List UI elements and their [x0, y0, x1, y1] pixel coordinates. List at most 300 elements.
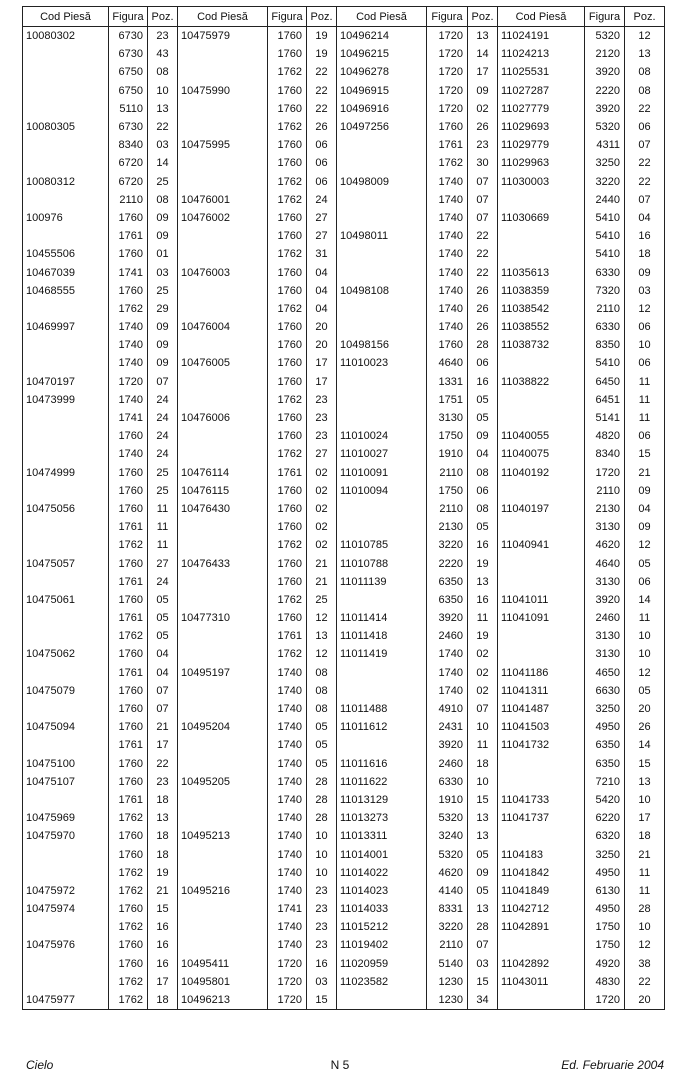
figura-cell: 3920	[585, 63, 625, 81]
cod-piesa-cell	[23, 136, 109, 154]
figura-cell: 1760	[268, 518, 307, 536]
figura-cell: 1761	[109, 736, 148, 754]
poz-cell: 31	[307, 245, 337, 263]
table-row	[23, 427, 665, 445]
figura-cell: 1230	[427, 991, 468, 1010]
poz-cell: 13	[468, 827, 498, 845]
figura-cell: 1760	[109, 245, 148, 263]
cod-piesa-cell: 10475990	[178, 82, 268, 100]
poz-cell: 12	[625, 27, 665, 46]
figura-cell: 1760	[109, 500, 148, 518]
figura-cell: 1762	[268, 173, 307, 191]
figura-cell: 1740	[268, 882, 307, 900]
poz-cell: 12	[625, 300, 665, 318]
cod-piesa-cell: 11014023	[337, 882, 427, 900]
poz-cell: 19	[468, 627, 498, 645]
cod-piesa-cell	[23, 609, 109, 627]
cod-piesa-cell: 10498011	[337, 227, 427, 245]
poz-cell: 18	[148, 845, 178, 863]
poz-cell: 11	[468, 609, 498, 627]
cod-piesa-cell	[23, 700, 109, 718]
poz-cell: 02	[307, 464, 337, 482]
figura-cell: 1720	[427, 27, 468, 46]
poz-cell: 07	[148, 682, 178, 700]
figura-cell: 3220	[427, 918, 468, 936]
cod-piesa-cell: 11029963	[498, 154, 585, 172]
header-figura: Figura	[109, 7, 148, 27]
figura-cell: 4640	[427, 354, 468, 372]
poz-cell: 26	[468, 118, 498, 136]
poz-cell: 11	[148, 518, 178, 536]
figura-cell: 1762	[268, 191, 307, 209]
cod-piesa-cell	[337, 154, 427, 172]
poz-cell: 02	[468, 645, 498, 663]
cod-piesa-cell: 11014033	[337, 900, 427, 918]
cod-piesa-cell: 11041503	[498, 718, 585, 736]
figura-cell: 1720	[427, 100, 468, 118]
poz-cell: 23	[468, 136, 498, 154]
cod-piesa-cell: 11011418	[337, 627, 427, 645]
figura-cell: 1750	[585, 936, 625, 954]
figura-cell: 1760	[268, 45, 307, 63]
cod-piesa-cell: 11040075	[498, 445, 585, 463]
cod-piesa-cell: 11041732	[498, 736, 585, 754]
poz-cell: 22	[148, 118, 178, 136]
table-row	[23, 627, 665, 645]
figura-cell: 4910	[427, 700, 468, 718]
cod-piesa-cell	[337, 300, 427, 318]
poz-cell: 09	[148, 318, 178, 336]
poz-cell: 13	[148, 809, 178, 827]
poz-cell: 19	[307, 27, 337, 46]
figura-cell: 2110	[585, 300, 625, 318]
figura-cell: 1750	[427, 482, 468, 500]
table-row	[23, 445, 665, 463]
cod-piesa-cell: 10496916	[337, 100, 427, 118]
cod-piesa-cell	[337, 263, 427, 281]
table-row	[23, 609, 665, 627]
header-poz: Poz.	[468, 7, 498, 27]
cod-piesa-cell	[178, 45, 268, 63]
figura-cell: 1760	[268, 100, 307, 118]
poz-cell: 09	[148, 209, 178, 227]
figura-cell: 1760	[109, 464, 148, 482]
figura-cell: 1750	[427, 427, 468, 445]
figura-cell: 1760	[109, 773, 148, 791]
cod-piesa-cell: 10497256	[337, 118, 427, 136]
poz-cell: 04	[468, 445, 498, 463]
poz-cell: 23	[307, 900, 337, 918]
cod-piesa-cell: 10496214	[337, 27, 427, 46]
poz-cell: 09	[625, 518, 665, 536]
poz-cell: 26	[468, 318, 498, 336]
table-row	[23, 900, 665, 918]
poz-cell: 02	[307, 518, 337, 536]
poz-cell: 09	[625, 482, 665, 500]
figura-cell: 1760	[268, 154, 307, 172]
figura-cell: 1760	[268, 336, 307, 354]
figura-cell: 5140	[427, 955, 468, 973]
poz-cell: 13	[468, 900, 498, 918]
poz-cell: 23	[307, 409, 337, 427]
cod-piesa-cell	[498, 991, 585, 1010]
figura-cell: 1740	[109, 336, 148, 354]
figura-cell: 3130	[585, 627, 625, 645]
cod-piesa-cell	[337, 591, 427, 609]
poz-cell: 09	[468, 427, 498, 445]
figura-cell: 1740	[268, 936, 307, 954]
cod-piesa-cell	[498, 554, 585, 572]
cod-piesa-cell: 11024213	[498, 45, 585, 63]
table-row	[23, 736, 665, 754]
footer-edition: Ed. Februarie 2004	[561, 1058, 664, 1072]
figura-cell: 1762	[268, 391, 307, 409]
figura-cell: 2120	[585, 45, 625, 63]
cod-piesa-cell: 10455506	[23, 245, 109, 263]
poz-cell: 16	[148, 936, 178, 954]
cod-piesa-cell	[178, 100, 268, 118]
poz-cell: 22	[468, 245, 498, 263]
poz-cell: 25	[148, 482, 178, 500]
table-row	[23, 591, 665, 609]
figura-cell: 5410	[585, 245, 625, 263]
figura-cell: 1760	[109, 482, 148, 500]
header-cod-piesa: Cod Piesă	[23, 7, 109, 27]
poz-cell: 26	[468, 300, 498, 318]
poz-cell: 19	[307, 45, 337, 63]
figura-cell: 1760	[109, 827, 148, 845]
table-row	[23, 100, 665, 118]
figura-cell: 1760	[427, 118, 468, 136]
figura-cell: 6750	[109, 82, 148, 100]
cod-piesa-cell: 10495205	[178, 773, 268, 791]
poz-cell: 13	[625, 773, 665, 791]
poz-cell: 20	[307, 318, 337, 336]
poz-cell: 22	[625, 100, 665, 118]
header-cod-piesa: Cod Piesă	[337, 7, 427, 27]
poz-cell: 27	[148, 554, 178, 572]
poz-cell: 08	[307, 664, 337, 682]
poz-cell: 03	[625, 282, 665, 300]
cod-piesa-cell: 11010024	[337, 427, 427, 445]
poz-cell: 24	[148, 427, 178, 445]
figura-cell: 3920	[427, 609, 468, 627]
cod-piesa-cell: 10080302	[23, 27, 109, 46]
poz-cell: 07	[468, 209, 498, 227]
poz-cell: 10	[625, 645, 665, 663]
cod-piesa-cell	[23, 336, 109, 354]
cod-piesa-cell	[337, 136, 427, 154]
figura-cell: 2220	[427, 554, 468, 572]
poz-cell: 10	[625, 791, 665, 809]
cod-piesa-cell: 10475970	[23, 827, 109, 845]
table-row	[23, 282, 665, 300]
footer-page-number: N 5	[330, 1058, 350, 1072]
poz-cell: 22	[625, 973, 665, 991]
table-row	[23, 773, 665, 791]
cod-piesa-cell: 1104183	[498, 845, 585, 863]
cod-piesa-cell	[23, 536, 109, 554]
cod-piesa-cell	[23, 482, 109, 500]
cod-piesa-cell: 11011616	[337, 755, 427, 773]
figura-cell: 1762	[427, 154, 468, 172]
figura-cell: 8340	[109, 136, 148, 154]
cod-piesa-cell	[178, 645, 268, 663]
cod-piesa-cell	[337, 245, 427, 263]
poz-cell: 05	[625, 554, 665, 572]
poz-cell: 09	[148, 336, 178, 354]
figura-cell: 7320	[585, 282, 625, 300]
figura-cell: 1740	[268, 736, 307, 754]
poz-cell: 11	[148, 500, 178, 518]
poz-cell: 09	[148, 227, 178, 245]
table-row	[23, 191, 665, 209]
figura-cell: 1760	[268, 554, 307, 572]
cod-piesa-cell	[337, 682, 427, 700]
figura-cell: 1910	[427, 445, 468, 463]
figura-cell: 1760	[109, 900, 148, 918]
cod-piesa-cell: 11041842	[498, 864, 585, 882]
figura-cell: 1760	[268, 482, 307, 500]
figura-cell: 4620	[427, 864, 468, 882]
table-row	[23, 63, 665, 81]
figura-cell: 3220	[585, 173, 625, 191]
poz-cell: 22	[625, 154, 665, 172]
table-row	[23, 154, 665, 172]
poz-cell: 34	[468, 991, 498, 1010]
poz-cell: 18	[625, 245, 665, 263]
figura-cell: 3920	[427, 736, 468, 754]
figura-cell: 3130	[585, 518, 625, 536]
cod-piesa-cell	[498, 191, 585, 209]
poz-cell: 23	[307, 936, 337, 954]
cod-piesa-cell: 100976	[23, 209, 109, 227]
cod-piesa-cell	[23, 191, 109, 209]
figura-cell: 2460	[585, 609, 625, 627]
table-row	[23, 991, 665, 1010]
figura-cell: 1740	[268, 700, 307, 718]
poz-cell: 02	[468, 682, 498, 700]
poz-cell: 04	[625, 500, 665, 518]
cod-piesa-cell: 11042892	[498, 955, 585, 973]
figura-cell: 4950	[585, 864, 625, 882]
poz-cell: 25	[307, 591, 337, 609]
figura-cell: 1761	[427, 136, 468, 154]
header-row	[23, 7, 665, 27]
figura-cell: 1741	[109, 263, 148, 281]
cod-piesa-cell	[337, 736, 427, 754]
figura-cell: 1740	[427, 209, 468, 227]
cod-piesa-cell: 10475976	[23, 936, 109, 954]
figura-cell: 1720	[427, 82, 468, 100]
cod-piesa-cell: 10498009	[337, 173, 427, 191]
footer-brand: Cielo	[26, 1058, 54, 1072]
poz-cell: 38	[625, 955, 665, 973]
cod-piesa-cell: 11041311	[498, 682, 585, 700]
table-row	[23, 755, 665, 773]
cod-piesa-cell: 10475972	[23, 882, 109, 900]
figura-cell: 3130	[427, 409, 468, 427]
figura-cell: 1720	[268, 991, 307, 1010]
cod-piesa-cell: 10476003	[178, 263, 268, 281]
table-row	[23, 718, 665, 736]
figura-cell: 3920	[585, 591, 625, 609]
table-row	[23, 373, 665, 391]
poz-cell: 04	[148, 645, 178, 663]
cod-piesa-cell: 10474999	[23, 464, 109, 482]
cod-piesa-cell: 11010027	[337, 445, 427, 463]
poz-cell: 16	[468, 536, 498, 554]
figura-cell: 6350	[585, 755, 625, 773]
cod-piesa-cell	[23, 864, 109, 882]
cod-piesa-cell: 11013311	[337, 827, 427, 845]
poz-cell: 06	[307, 154, 337, 172]
cod-piesa-cell	[178, 573, 268, 591]
poz-cell: 27	[307, 227, 337, 245]
figura-cell: 1760	[268, 209, 307, 227]
poz-cell: 21	[625, 464, 665, 482]
table-row	[23, 882, 665, 900]
poz-cell: 06	[307, 173, 337, 191]
figura-cell: 1760	[109, 955, 148, 973]
figura-cell: 1760	[268, 354, 307, 372]
poz-cell: 10	[625, 627, 665, 645]
figura-cell: 4820	[585, 427, 625, 445]
cod-piesa-cell	[498, 645, 585, 663]
poz-cell: 08	[625, 63, 665, 81]
poz-cell: 11	[625, 391, 665, 409]
cod-piesa-cell	[178, 627, 268, 645]
cod-piesa-cell: 11030003	[498, 173, 585, 191]
figura-cell: 1740	[268, 864, 307, 882]
poz-cell: 04	[148, 664, 178, 682]
figura-cell: 4920	[585, 955, 625, 973]
poz-cell: 04	[307, 263, 337, 281]
poz-cell: 04	[307, 300, 337, 318]
figura-cell: 6220	[585, 809, 625, 827]
poz-cell: 23	[307, 918, 337, 936]
header-figura: Figura	[427, 7, 468, 27]
cod-piesa-cell	[23, 518, 109, 536]
cod-piesa-cell: 11038552	[498, 318, 585, 336]
table-row	[23, 864, 665, 882]
cod-piesa-cell: 11041091	[498, 609, 585, 627]
table-row	[23, 809, 665, 827]
cod-piesa-cell	[178, 591, 268, 609]
poz-cell: 08	[468, 500, 498, 518]
cod-piesa-cell: 11038542	[498, 300, 585, 318]
figura-cell: 1740	[427, 227, 468, 245]
poz-cell: 12	[307, 645, 337, 663]
cod-piesa-cell: 10475979	[178, 27, 268, 46]
poz-cell: 04	[307, 282, 337, 300]
table-row	[23, 227, 665, 245]
cod-piesa-cell: 11041733	[498, 791, 585, 809]
cod-piesa-cell: 11041487	[498, 700, 585, 718]
cod-piesa-cell	[178, 700, 268, 718]
parts-table	[22, 6, 665, 1010]
cod-piesa-cell	[498, 755, 585, 773]
figura-cell: 1760	[268, 136, 307, 154]
figura-cell: 1762	[109, 918, 148, 936]
poz-cell: 06	[625, 118, 665, 136]
poz-cell: 13	[625, 45, 665, 63]
table-row	[23, 936, 665, 954]
cod-piesa-cell: 11015212	[337, 918, 427, 936]
cod-piesa-cell	[498, 827, 585, 845]
poz-cell: 06	[307, 136, 337, 154]
figura-cell: 3240	[427, 827, 468, 845]
cod-piesa-cell: 10476001	[178, 191, 268, 209]
cod-piesa-cell: 10473999	[23, 391, 109, 409]
figura-cell: 1762	[109, 809, 148, 827]
cod-piesa-cell	[178, 336, 268, 354]
figura-cell: 4620	[585, 536, 625, 554]
poz-cell: 18	[148, 791, 178, 809]
cod-piesa-cell: 10475062	[23, 645, 109, 663]
figura-cell: 1740	[268, 718, 307, 736]
cod-piesa-cell: 11040941	[498, 536, 585, 554]
cod-piesa-cell	[178, 809, 268, 827]
figura-cell: 5320	[427, 845, 468, 863]
figura-cell: 2431	[427, 718, 468, 736]
cod-piesa-cell: 11040197	[498, 500, 585, 518]
table-row	[23, 391, 665, 409]
figura-cell: 1720	[427, 45, 468, 63]
cod-piesa-cell: 11023582	[337, 973, 427, 991]
figura-cell: 1761	[109, 227, 148, 245]
cod-piesa-cell	[178, 373, 268, 391]
table-row	[23, 682, 665, 700]
cod-piesa-cell	[337, 409, 427, 427]
poz-cell: 07	[625, 136, 665, 154]
cod-piesa-cell: 11011419	[337, 645, 427, 663]
poz-cell: 12	[625, 936, 665, 954]
figura-cell: 1740	[268, 827, 307, 845]
table-row	[23, 664, 665, 682]
poz-cell: 06	[625, 318, 665, 336]
cod-piesa-cell: 10476430	[178, 500, 268, 518]
figura-cell: 1720	[109, 373, 148, 391]
poz-cell: 26	[625, 718, 665, 736]
figura-cell: 1760	[109, 645, 148, 663]
cod-piesa-cell	[178, 791, 268, 809]
table-row	[23, 518, 665, 536]
figura-cell: 2110	[427, 464, 468, 482]
header-poz: Poz.	[148, 7, 178, 27]
figura-cell: 2110	[109, 191, 148, 209]
cod-piesa-cell: 10498108	[337, 282, 427, 300]
cod-piesa-cell: 10476005	[178, 354, 268, 372]
cod-piesa-cell: 11011139	[337, 573, 427, 591]
poz-cell: 13	[468, 573, 498, 591]
figura-cell: 6330	[427, 773, 468, 791]
figura-cell: 6720	[109, 173, 148, 191]
header-poz: Poz.	[307, 7, 337, 27]
poz-cell: 18	[148, 991, 178, 1010]
poz-cell: 12	[625, 664, 665, 682]
poz-cell: 17	[148, 973, 178, 991]
poz-cell: 16	[625, 227, 665, 245]
poz-cell: 43	[148, 45, 178, 63]
poz-cell: 05	[468, 882, 498, 900]
cod-piesa-cell: 11029779	[498, 136, 585, 154]
cod-piesa-cell	[178, 900, 268, 918]
poz-cell: 24	[148, 409, 178, 427]
figura-cell: 1740	[427, 173, 468, 191]
figura-cell: 3920	[585, 100, 625, 118]
figura-cell: 2110	[427, 936, 468, 954]
